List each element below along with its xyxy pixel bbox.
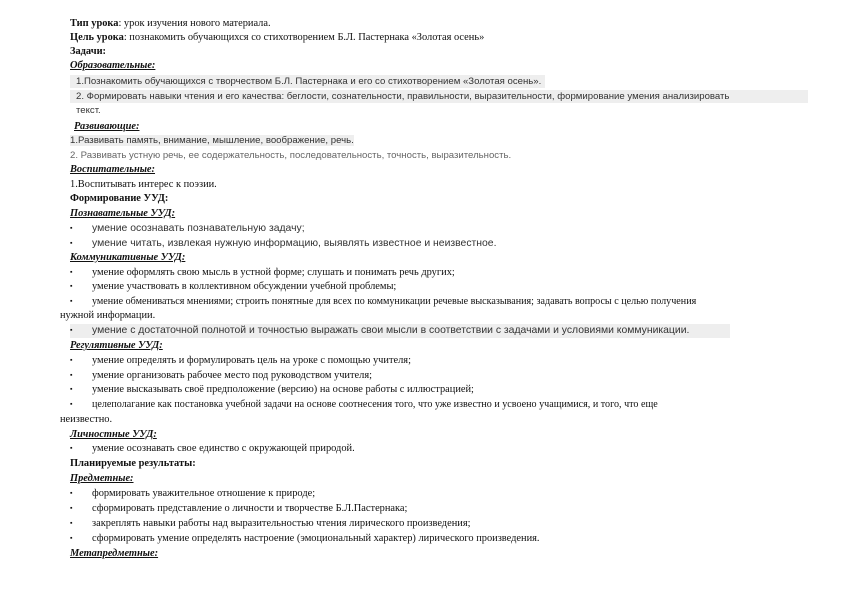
cognitive-uud-heading: Познавательные УУД: [70, 208, 176, 219]
developmental-item-2-row [70, 149, 812, 162]
bullet-icon: ▪ [70, 444, 73, 452]
lesson-goal-text: : познакомить обучающихся со стихотворением Б.Л. Пастернака «Золотая осень» [123, 32, 485, 43]
regulative-uud-heading: Регулятивные УУД: [70, 340, 163, 351]
educational-item-2-row [70, 90, 808, 103]
bullet-icon: ▪ [70, 519, 73, 527]
bullet-icon: ▪ [70, 504, 73, 512]
bullet-icon: ▪ [70, 489, 73, 497]
educational-item-1: 1.Познакомить обучающихся с творчеством Б.Л. Пастернака и его со стихотворением «Золотая осень». [70, 75, 545, 88]
communicative-item: умение обмениваться мнениями; строить понятные для всех по коммуникации речевые высказывания; задавать вопросы с целью получения [92, 296, 697, 307]
developmental-item-1-row [70, 134, 812, 147]
bullet-icon: ▪ [70, 400, 73, 408]
lesson-type-text: : урок изучения нового материала. [118, 18, 271, 29]
bullet-icon: ▪ [70, 268, 73, 276]
regulative-item-cont: неизвестно. [60, 414, 113, 425]
results-heading: Планируемые результаты: [70, 458, 196, 469]
lesson-goal-line [70, 31, 812, 44]
subject-item: сформировать умение определять настроение (эмоциональный характер) лирического произведения. [92, 533, 540, 544]
tasks-heading: Задачи: [70, 46, 107, 57]
educational-item-1-row [70, 75, 610, 88]
bullet-icon: ▪ [70, 385, 73, 393]
subject-item: формировать уважительное отношение к природе; [92, 488, 316, 499]
communicative-uud-heading: Коммуникативные УУД: [70, 252, 186, 263]
cognitive-item: умение читать, извлекая нужную информацию, выявлять известное и неизвестное. [92, 238, 497, 249]
upbringing-item-1: 1.Воспитывать интерес к поэзии. [70, 179, 217, 190]
bullet-icon: ▪ [70, 224, 73, 232]
personal-item: умение осознавать свое единство с окружающей природой. [92, 443, 355, 454]
subject-item: закреплять навыки работы над выразительностью чтения лирического произведения; [92, 518, 471, 529]
cognitive-item: умение осознавать познавательную задачу; [92, 223, 305, 234]
lesson-type-label: Тип урока [70, 18, 119, 29]
uud-heading: Формирование УУД: [70, 193, 169, 204]
educational-heading: Образовательные: [70, 60, 156, 71]
bullet-icon: ▪ [70, 326, 73, 334]
meta-results-heading: Метапредметные: [70, 548, 159, 559]
educational-item-2-cont-row [76, 104, 812, 117]
educational-item-2-line2: текст. [76, 105, 101, 116]
bullet-icon: ▪ [70, 282, 73, 290]
bullet-icon: ▪ [70, 371, 73, 379]
lesson-type-line [70, 17, 812, 30]
regulative-item: целеполагание как постановка учебной задачи на основе соотнесения того, что уже известно и усвоено учащимися, и того, что еще [92, 399, 658, 410]
communicative-item: умение с достаточной полнотой и точностью выражать свои мысли в соответствии с задачами и условиями коммуникации. [92, 325, 690, 336]
lesson-goal-label: Цель урока [70, 32, 124, 43]
educational-item-2-line1: 2. Формировать навыки чтения и его качества: беглости, сознательности, правильности, выразительности, формирование умения анализировать [76, 91, 730, 102]
communicative-item: умение оформлять свою мысль в устной форме; слушать и понимать речь других; [92, 267, 455, 278]
bullet-icon: ▪ [70, 534, 73, 542]
subject-results-heading: Предметные: [70, 473, 134, 484]
upbringing-heading: Воспитательные: [70, 164, 156, 175]
developmental-item-2: 2. Развивать устную речь, ее содержательность, последовательность, точность, выразительность. [70, 150, 512, 161]
communicative-item: умение участвовать в коллективном обсуждении учебной проблемы; [92, 281, 397, 292]
regulative-item: умение определять и формулировать цель на уроке с помощью учителя; [92, 355, 411, 366]
bullet-icon: ▪ [70, 356, 73, 364]
regulative-item: умение организовать рабочее место под руководством учителя; [92, 370, 372, 381]
bullet-icon: ▪ [70, 297, 73, 305]
bullet-icon: ▪ [70, 239, 73, 247]
developmental-heading: Развивающие: [74, 121, 140, 132]
personal-uud-heading: Личностные УУД: [70, 429, 157, 440]
subject-item: сформировать представление о личности и творчестве Б.Л.Пастернака; [92, 503, 408, 514]
regulative-item: умение высказывать своё предположение (версию) на основе работы с иллюстрацией; [92, 384, 474, 395]
developmental-item-1: 1.Развивать память, внимание, мышление, воображение, речь. [70, 135, 354, 146]
communicative-item-cont: нужной информации. [60, 310, 156, 321]
